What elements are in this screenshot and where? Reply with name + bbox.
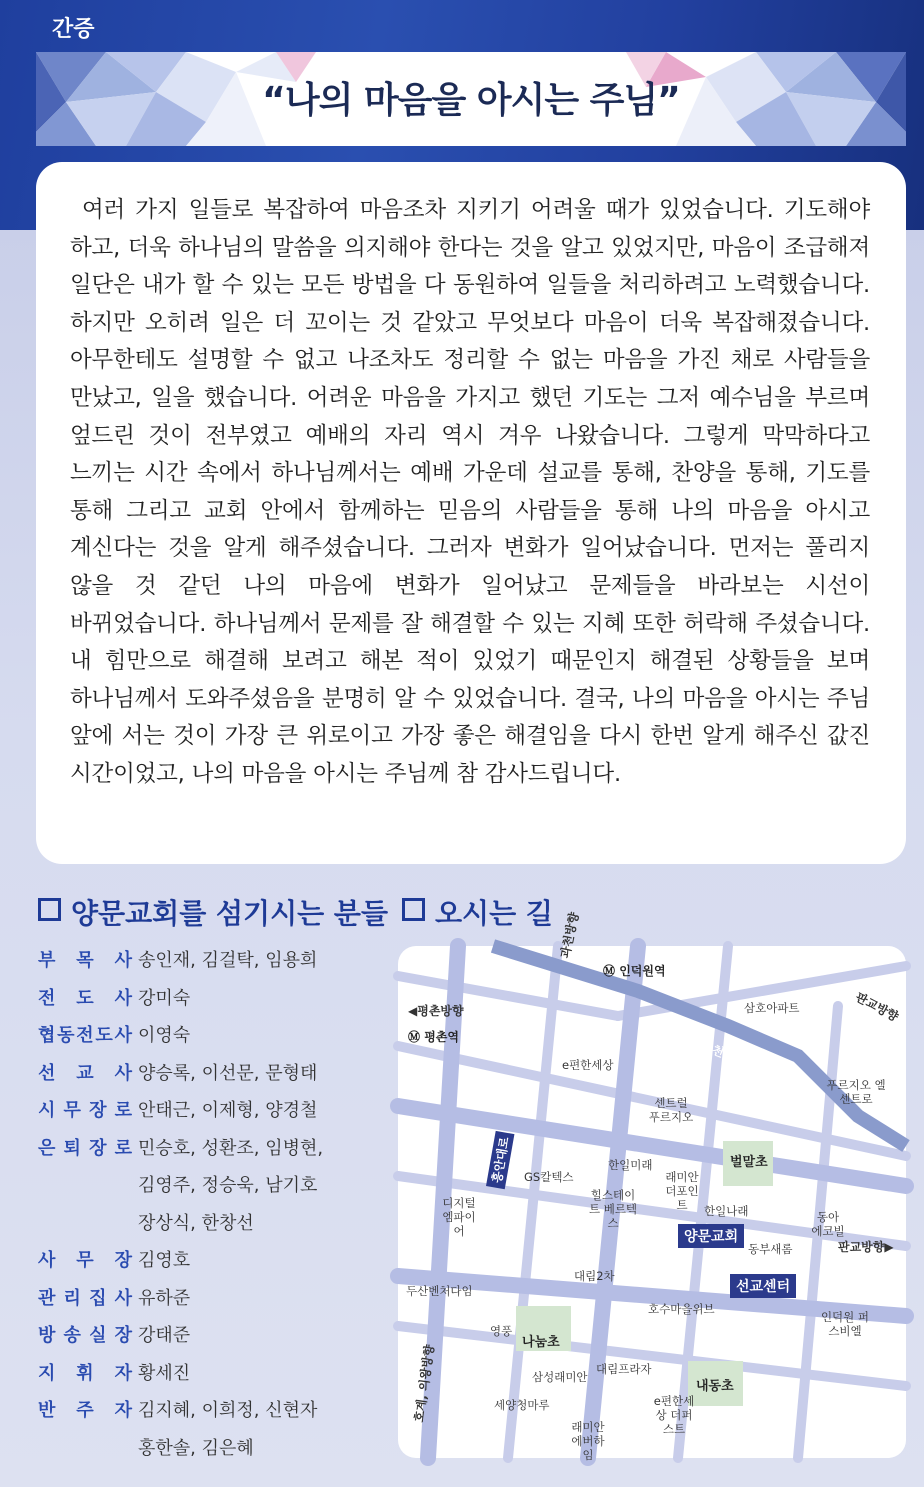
staff-list <box>38 946 368 1471</box>
place-label: 한일미래 <box>608 1158 653 1172</box>
road-label: 과천방향 <box>557 911 582 960</box>
square-bullet-icon <box>402 898 425 921</box>
staff-role-char: 장 <box>89 1100 107 1121</box>
mission-center-marker: 선교센터 <box>730 1274 796 1298</box>
page-title: “나의 마음을 아시는 주님” <box>262 80 680 121</box>
staff-role <box>38 1021 132 1047</box>
staff-role-char: 장 <box>89 1137 107 1159</box>
staff-role <box>38 1284 132 1310</box>
place-label: 삼성래미안 <box>532 1370 588 1384</box>
staff-role <box>38 1059 132 1085</box>
place-label: 동부새롬 <box>748 1242 793 1256</box>
staff-role-char: 자 <box>114 1362 132 1384</box>
staff-names: 김영주, 정승욱, 남기호 <box>138 1175 318 1196</box>
staff-names: 민승호, 성환조, 임병현, <box>138 1137 324 1159</box>
place-label: 힐스테이트 베르텍스 <box>588 1188 638 1230</box>
place-label: 한일나래 <box>704 1204 749 1218</box>
place-label: GS칼텍스 <box>524 1170 574 1184</box>
staff-names: 황세진 <box>138 1362 191 1384</box>
staff-role-char: 협 <box>38 1025 56 1046</box>
staff-role <box>38 1396 132 1422</box>
staff-role-char: 주 <box>76 1400 94 1421</box>
staff-row <box>38 1171 368 1209</box>
staff-row <box>38 1059 368 1097</box>
place-label: 대림프라자 <box>596 1362 652 1376</box>
staff-role-char: 지 <box>38 1362 56 1384</box>
place-label: 삼호아파트 <box>744 1001 800 1015</box>
staff-role-char: 동 <box>57 1025 75 1046</box>
staff-names: 김지혜, 이희정, 신현자 <box>138 1400 318 1421</box>
church-marker: 양문교회 <box>678 1224 744 1248</box>
staff-role <box>38 1134 132 1160</box>
staff-role-char: 은 <box>38 1137 56 1159</box>
road-label: 흥안대로 <box>486 1130 515 1189</box>
staff-role-char: 로 <box>114 1100 132 1121</box>
staff-names: 김영호 <box>138 1250 191 1271</box>
staff-role-char: 도 <box>95 1025 113 1046</box>
staff-names: 송인재, 김걸탁, 임용희 <box>138 950 318 971</box>
school-label: 벌말초 <box>730 1155 768 1170</box>
place-label: 래미안 에버하임 <box>571 1420 605 1462</box>
river-label: 학의천 <box>688 1033 726 1060</box>
section-tag: 간증 <box>52 17 95 42</box>
staff-names: 안태근, 이제형, 양경철 <box>138 1100 318 1121</box>
staff-role-char: 장 <box>114 1325 132 1346</box>
staff-role-char: 실 <box>89 1325 107 1346</box>
testimony-text: 여러 가지 일들로 복잡하여 마음조차 지키기 어려울 때가 있었습니다. 기도해야 하고, 더욱 하나님의 말씀을 의지해야 한다는 것을 알고 있었지만, 마음이 조급해져 일단은 내가 할 수 있는 모든 방법을 다 동원하여 일들을 처리하려고 노력했습니다. 하지만 오히려 일은 더 꼬이는 것 같았고 무엇보다 마음이 더욱 복잡해졌습니다. 아무한테도 설명할 수 없고 나조차도 정리할 수 없는 마음을 가진 채로 사람들을 만났고, 일을 했습니다. 어려운 마음을 가지고 했던 기도는 그저 예수님을 부르며 엎드린 것이 전부였고 예배의 자리 역시 겨우 나왔습니다. 그렇게 막막하다고 느끼는 시간 속에서 하나님께서는 예배 가운데 설교를 통해, 찬양을 통해, 기도를 통해 그리고 교회 안에서 함께하는 믿음의 사람들을 통해 나의 마음을 아시고 계신다는 것을 알게 해주셨습니다. 그러자 변화가 일어났습니다. 먼저는 풀리지 않을 것 같던 나의 마음에 변화가 일어났고 문제들을 바라보는 시선이 바뀌었습니다. 하나님께서 문제를 잘 해결할 수 있는 지혜 또한 허락해 주셨습니다. 내 힘만으로 해결해 보려고 해본 적이 있었기 때문인지 해결된 상황들을 보며 하나님께서 도와주셨음을 분명히 알 수 있었습니다. 결국, 나의 마음을 아시는 주님 앞에 서는 것이 가장 큰 위로이고 가장 좋은 해결임을 다시 한번 알게 해주신 값진 시간이었고, 나의 마음을 아시는 주님께 참 감사드립니다. <box>70 197 870 787</box>
staff-names: 양승록, 이선문, 문형태 <box>138 1062 318 1084</box>
staff-role-char: 반 <box>38 1400 56 1421</box>
staff-role-char: 전 <box>38 987 56 1009</box>
directions-heading: 오시는 길 <box>402 892 553 932</box>
staff-names: 강미숙 <box>138 987 191 1009</box>
staff-role <box>38 1096 132 1122</box>
school-label: 내동초 <box>696 1379 734 1394</box>
place-label: 영풍 <box>490 1324 513 1338</box>
road-label: 호계, 의왕방향 <box>411 1343 437 1424</box>
place-label: 인덕원 퍼스비엘 <box>820 1310 870 1338</box>
staff-names: 장상식, 한창선 <box>138 1212 254 1234</box>
staff-role-char: 장 <box>114 1250 132 1271</box>
station-label: Ⓜ 평촌역 <box>408 1030 459 1044</box>
staff-role-char: 선 <box>38 1062 56 1084</box>
staff-row <box>38 1284 368 1322</box>
staff-role-char: 도 <box>76 987 94 1009</box>
staff-role-char: 자 <box>114 1400 132 1421</box>
staff-role-char: 사 <box>114 950 132 971</box>
staff-role-char: 부 <box>38 950 56 971</box>
staff-role-char: 사 <box>114 987 132 1009</box>
square-bullet-icon <box>38 898 61 921</box>
place-label: 디지털 엠파이어 <box>442 1196 476 1238</box>
staff-row <box>38 1209 368 1247</box>
road-label: 판교방향 <box>853 989 901 1025</box>
staff-role-char: 로 <box>114 1137 132 1159</box>
staff-role-char: 방 <box>38 1325 56 1346</box>
place-label: 호수마을위브 <box>648 1302 715 1316</box>
place-label: 센트럴 푸르지오 <box>648 1096 694 1124</box>
place-label: 동아 에코빌 <box>811 1210 845 1238</box>
staff-role <box>38 946 132 972</box>
staff-role-char: 리 <box>63 1287 81 1309</box>
staff-role-char: 사 <box>114 1287 132 1309</box>
staff-role-char: 사 <box>38 1250 56 1271</box>
staff-role-char: 목 <box>76 950 94 971</box>
title-banner <box>36 52 906 146</box>
staff-names: 유하준 <box>138 1287 191 1309</box>
staff-names: 이영숙 <box>138 1025 191 1046</box>
staff-role-char: 무 <box>63 1100 81 1121</box>
staff-role <box>38 1246 132 1272</box>
staff-row <box>38 1134 368 1172</box>
road-label: 판교방향▶ <box>838 1240 894 1254</box>
staff-row <box>38 1359 368 1397</box>
staff-names: 강태준 <box>138 1325 191 1346</box>
staff-row <box>38 1096 368 1134</box>
place-label: 푸르지오 엘센트로 <box>826 1078 886 1106</box>
staff-role-char: 퇴 <box>63 1137 81 1159</box>
place-label: 두산벤처다임 <box>406 1284 473 1298</box>
staff-names: 홍한솔, 김은혜 <box>138 1437 254 1459</box>
staff-role-char: 송 <box>63 1325 81 1346</box>
staff-role-char: 교 <box>76 1062 94 1084</box>
place-label: e편한세상 <box>562 1058 614 1072</box>
staff-role-char: 사 <box>114 1025 132 1046</box>
staff-role-char: 휘 <box>76 1362 94 1384</box>
place-label: 세양청마루 <box>494 1398 550 1412</box>
staff-role-char: 무 <box>76 1250 94 1271</box>
staff-role <box>38 1359 132 1385</box>
place-label: 대림2차 <box>574 1269 615 1283</box>
road-label: ◀평촌방향 <box>408 1004 464 1018</box>
staff-row <box>38 984 368 1022</box>
staff-row <box>38 1396 368 1434</box>
staff-row <box>38 1246 368 1284</box>
staff-role-char: 관 <box>38 1287 56 1309</box>
staff-role-char: 시 <box>38 1100 56 1121</box>
staff-row <box>38 1434 368 1472</box>
staff-role-char: 사 <box>114 1062 132 1084</box>
staff-heading: 양문교회를 섬기시는 분들 <box>38 892 388 932</box>
staff-role-char: 집 <box>89 1287 107 1309</box>
place-label: e편한세상 더퍼스트 <box>653 1394 695 1436</box>
staff-role <box>38 984 132 1010</box>
school-label: 나눔초 <box>522 1335 560 1350</box>
station-label: Ⓜ 인덕원역 <box>603 964 666 978</box>
staff-role <box>38 1321 132 1347</box>
testimony-card <box>36 162 906 864</box>
staff-row <box>38 1021 368 1059</box>
staff-role-char: 전 <box>76 1025 94 1046</box>
staff-row <box>38 1321 368 1359</box>
staff-row <box>38 946 368 984</box>
place-label: 래미안 더포인트 <box>665 1170 699 1212</box>
